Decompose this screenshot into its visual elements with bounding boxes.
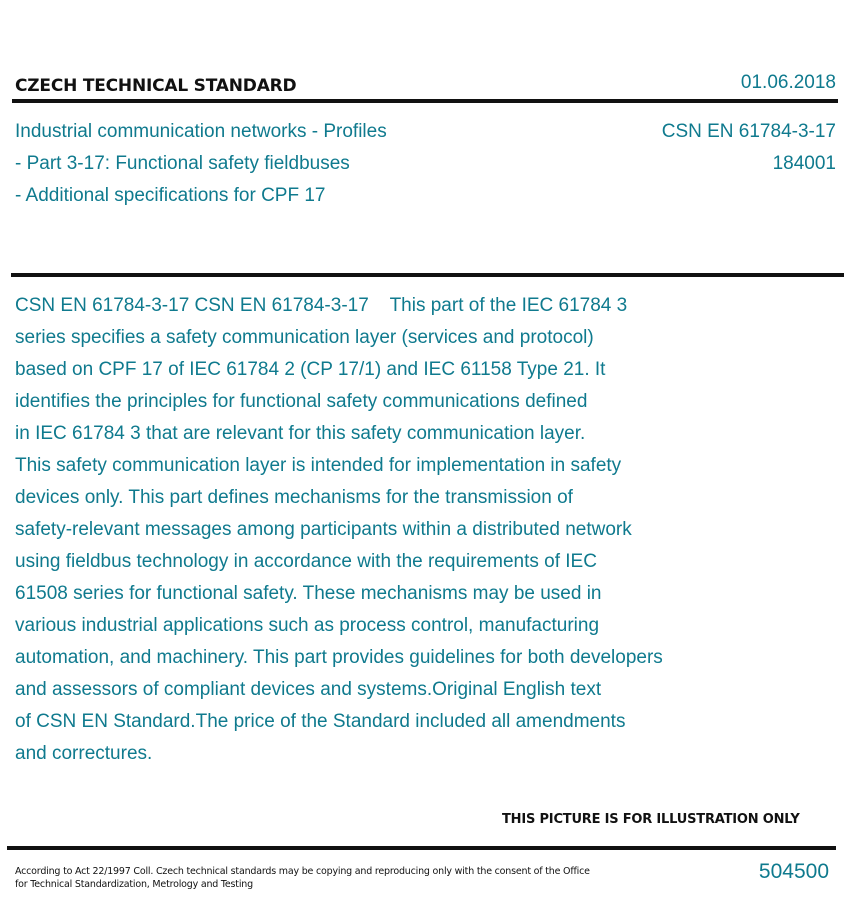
description-line: in IEC 61784 3 that are relevant for this safety communication layer.: [15, 423, 586, 444]
standard-identifier: [662, 116, 836, 180]
description-line: 61508 series for functional safety. These mechanisms may be used in: [15, 583, 602, 604]
description-line: automation, and machinery. This part provides guidelines for both developers: [15, 647, 663, 668]
description-line: various industrial applications such as process control, manufacturing: [15, 615, 600, 636]
description-line: identifies the principles for functional safety communications defined: [15, 391, 588, 412]
title-line: - Part 3-17: Functional safety fieldbuses: [15, 153, 350, 174]
description-line: devices only. This part defines mechanisms for the transmission of: [15, 487, 573, 508]
catalog-number: 184001: [772, 153, 836, 174]
description-line: of CSN EN Standard.The price of the Standard included all amendments: [15, 711, 626, 732]
document-number: 504500: [758, 860, 829, 883]
legal-notice: [15, 865, 590, 891]
legal-notice-line: for Technical Standardization, Metrology and Testing: [15, 879, 253, 890]
description-line: CSN EN 61784-3-17 CSN EN 61784-3-17 This part of the IEC 61784 3: [15, 295, 628, 316]
description-line: safety-relevant messages among participants within a distributed network: [15, 519, 632, 540]
standard-code: CSN EN 61784-3-17: [661, 121, 836, 142]
document-type-label: CZECH TECHNICAL STANDARD: [15, 76, 297, 96]
standard-title: [15, 116, 387, 212]
legal-notice-line: According to Act 22/1997 Coll. Czech technical standards may be copying and reproducing only with the consent of the Office: [15, 866, 590, 877]
description-line: This safety communication layer is intended for implementation in safety: [15, 455, 622, 476]
title-line: Industrial communication networks - Profiles: [15, 121, 387, 142]
description-line: using fieldbus technology in accordance with the requirements of IEC: [15, 551, 597, 572]
description-line: and assessors of compliant devices and systems.Original English text: [15, 679, 602, 700]
header-divider: [12, 99, 838, 103]
description-line: based on CPF 17 of IEC 61784 2 (CP 17/1) and IEC 61158 Type 21. It: [15, 359, 606, 380]
description-line: series specifies a safety communication layer (services and protocol): [15, 327, 594, 348]
footer-divider: [7, 846, 836, 850]
title-divider: [11, 273, 844, 277]
illustration-note: THIS PICTURE IS FOR ILLUSTRATION ONLY: [502, 812, 800, 827]
standard-description: [15, 290, 775, 770]
title-line: - Additional specifications for CPF 17: [15, 185, 326, 206]
publication-date: 01.06.2018: [740, 72, 836, 93]
description-line: and correctures.: [15, 743, 153, 764]
